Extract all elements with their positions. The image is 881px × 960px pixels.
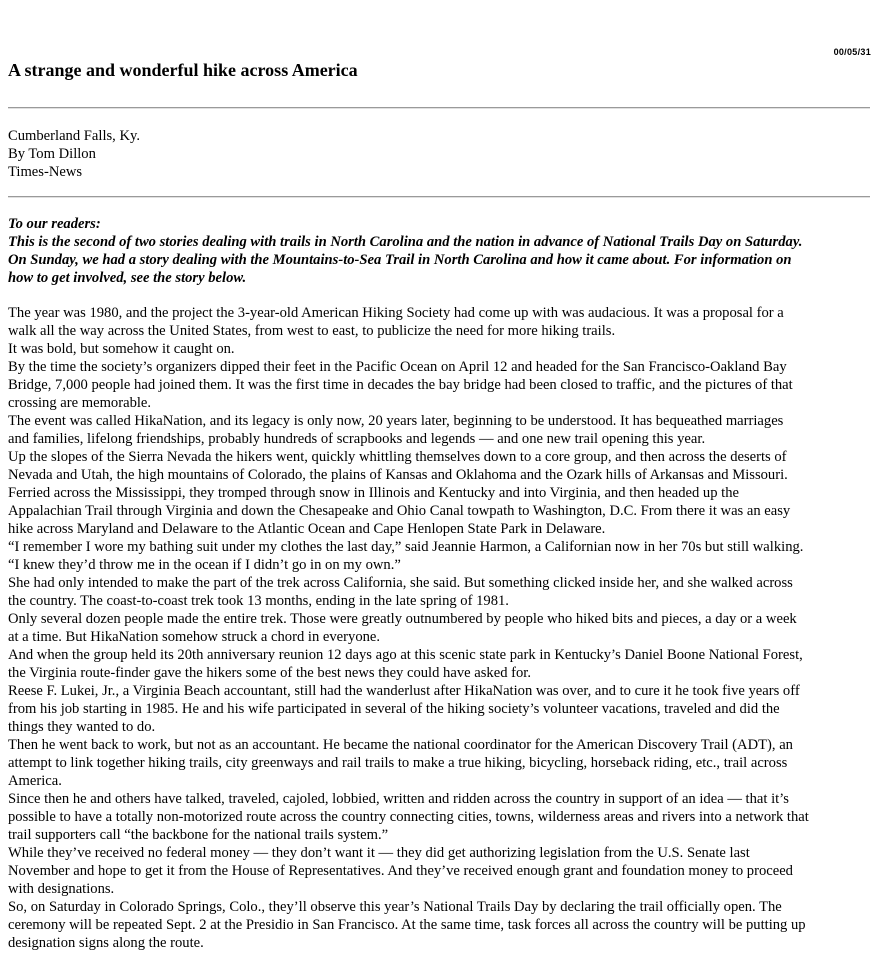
note-line: how to get involved, see the story below. xyxy=(8,270,247,286)
body-line: Then he went back to work, but not as an accountant. He became the national coordinator for the American Discovery Trail (ADT), an xyxy=(8,737,793,753)
author: By Tom Dillon xyxy=(8,146,96,162)
body-line: America. xyxy=(8,773,62,789)
body-line: November and hope to get it from the House of Representatives. And they’ve received enough grant and foundation money to proceed xyxy=(8,863,793,879)
publication: Times-News xyxy=(8,164,83,180)
body-line: By the time the society’s organizers dipped their feet in the Pacific Ocean on April 12 and headed for the San Francisco-Oakland Bay xyxy=(8,359,787,375)
body-line: Reese F. Lukei, Jr., a Virginia Beach accountant, still had the wanderlust after HikaNation was over, and to cure it he took five years off xyxy=(8,683,800,699)
dateline: Cumberland Falls, Ky. xyxy=(8,128,141,144)
editor-note xyxy=(8,215,874,287)
body-line: Nevada and Utah, the high mountains of Colorado, the plains of Kansas and Oklahoma and the Ozark hills of Arkansas and Missouri. xyxy=(8,467,788,483)
note-line: To our readers: xyxy=(8,216,101,232)
article-date: 00/05/31 xyxy=(833,47,871,57)
body-line: Ferried across the Mississippi, they tromped through snow in Illinois and Kentucky and into Virginia, and then headed up the xyxy=(8,485,739,501)
body-line: Bridge, 7,000 people had joined them. It was the first time in decades the bay bridge had been closed to traffic, and the pictures of that xyxy=(8,377,793,393)
headline: A strange and wonderful hike across America xyxy=(8,60,358,80)
body-line: the Virginia route-finder gave the hikers some of the best news they could have asked for. xyxy=(8,665,531,681)
body-line: Since then he and others have talked, traveled, cajoled, lobbied, written and ridden across the country in support of an idea — that it’s xyxy=(8,791,789,807)
body-line: with designations. xyxy=(8,881,115,897)
body-line: attempt to link together hiking trails, city greenways and rail trails to make a true hiking, bicycling, horseback riding, etc., trail across xyxy=(8,755,788,771)
note-line: This is the second of two stories dealing with trails in North Carolina and the nation in advance of National Trails Day on Saturday. xyxy=(8,234,803,250)
divider-bottom xyxy=(8,196,870,198)
body-line: Only several dozen people made the entire trek. Those were greatly outnumbered by people who hiked bits and pieces, a day or a week xyxy=(8,611,797,627)
byline xyxy=(8,127,140,181)
body-line: the country. The coast-to-coast trek took 13 months, ending in the late spring of 1981. xyxy=(8,593,509,609)
body-line: walk all the way across the United States, from west to east, to publicize the need for more hiking trails. xyxy=(8,323,616,339)
body-line: Up the slopes of the Sierra Nevada the hikers went, quickly whittling themselves down to a core group, and then across the deserts of xyxy=(8,449,787,465)
body-line: trail supporters call “the backbone for the national trails system.” xyxy=(8,827,389,843)
body-line: at a time. But HikaNation somehow struck a chord in everyone. xyxy=(8,629,381,645)
body-line: crossing are memorable. xyxy=(8,395,152,411)
body-line: hike across Maryland and Delaware to the Atlantic Ocean and Cape Henlopen State Park in Delaware. xyxy=(8,521,606,537)
body-line: The year was 1980, and the project the 3-year-old American Hiking Society had come up with was audacious. It was a proposal for a xyxy=(8,305,784,321)
article-body xyxy=(8,304,874,952)
body-line: things they wanted to do. xyxy=(8,719,156,735)
body-line: from his job starting in 1985. He and his wife participated in several of the hiking society’s volunteer vacations, traveled and did the xyxy=(8,701,780,717)
divider-top xyxy=(8,107,870,109)
body-line: While they’ve received no federal money — they don’t want it — they did get authorizing legislation from the U.S. Senate last xyxy=(8,845,750,861)
body-line: Appalachian Trail through Virginia and down the Chesapeake and Ohio Canal towpath to Washington, D.C. From there it was an easy xyxy=(8,503,791,519)
body-line: And when the group held its 20th anniversary reunion 12 days ago at this scenic state park in Kentucky’s Daniel Boone National Forest, xyxy=(8,647,803,663)
body-line: “I remember I wore my bathing suit under my clothes the last day,” said Jeannie Harmon, a Californian now in her 70s but still walking. xyxy=(8,539,804,555)
body-line: It was bold, but somehow it caught on. xyxy=(8,341,235,357)
body-line: ceremony will be repeated Sept. 2 at the Presidio in San Francisco. At the same time, task forces all across the country will be putting up xyxy=(8,917,806,933)
body-line: So, on Saturday in Colorado Springs, Colo., they’ll observe this year’s National Trails Day by declaring the trail officially open. The xyxy=(8,899,782,915)
note-line: On Sunday, we had a story dealing with the Mountains-to-Sea Trail in North Carolina and how it came about. For information on xyxy=(8,252,792,268)
body-line: The event was called HikaNation, and its legacy is only now, 20 years later, beginning to be understood. It has bequeathed marriages xyxy=(8,413,784,429)
body-line: designation signs along the route. xyxy=(8,935,204,951)
body-line: “I knew they’d throw me in the ocean if I didn’t go in on my own.” xyxy=(8,557,401,573)
body-line: She had only intended to make the part of the trek across California, she said. But something clicked inside her, and she walked across xyxy=(8,575,793,591)
body-line: possible to have a totally non-motorized route across the country connecting cities, towns, wilderness areas and rivers into a network that xyxy=(8,809,809,825)
body-line: and families, lifelong friendships, probably hundreds of scrapbooks and legends — and one new trail opening this year. xyxy=(8,431,706,447)
